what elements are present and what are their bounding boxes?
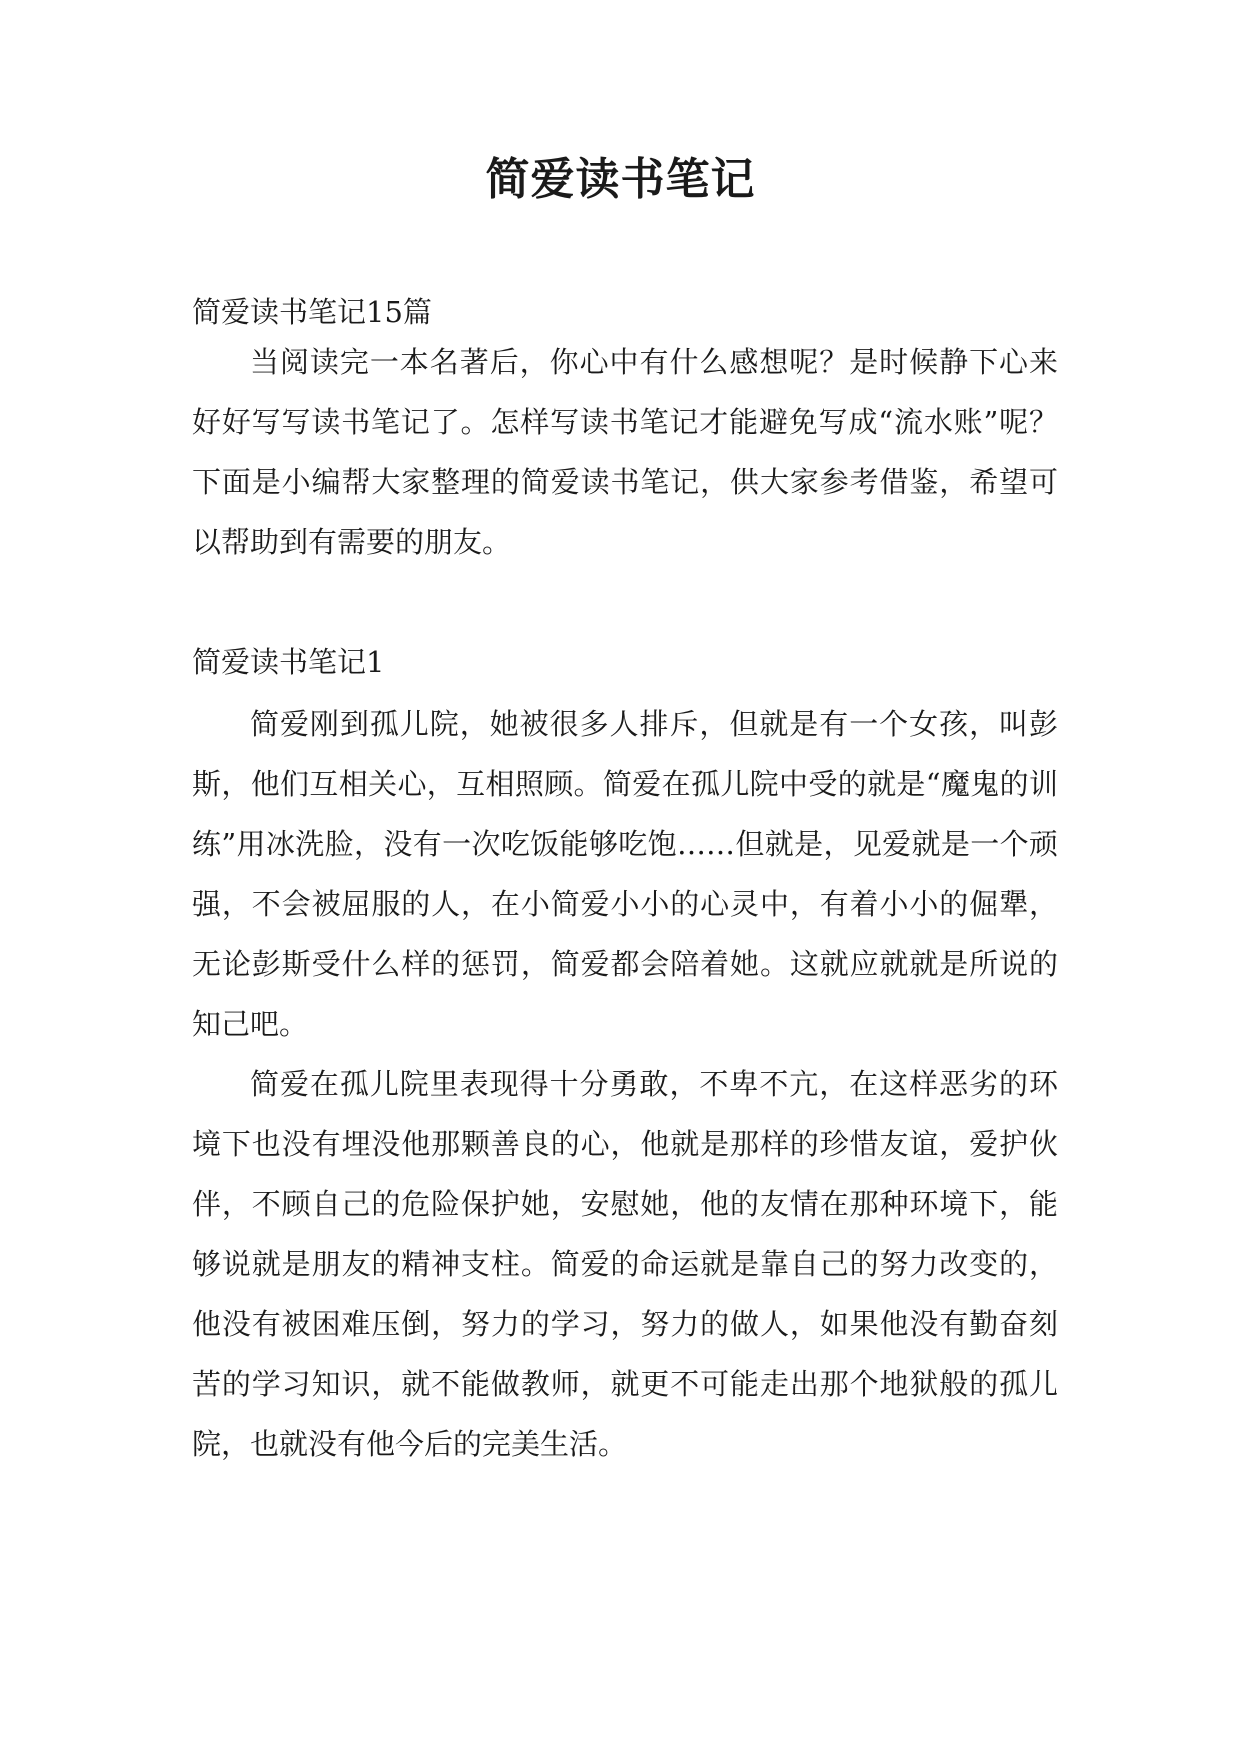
section-heading: 简爱读书笔记1 bbox=[192, 645, 385, 679]
section-1 bbox=[192, 642, 1058, 1474]
document-title: 简爱读书笔记 bbox=[485, 154, 756, 205]
intro-paragraph: 当阅读完一本名著后，你心中有什么感想呢？是时候静下心来好好写写读书笔记了。怎样写读书笔记才能避免写成“流水账”呢？下面是小编帮大家整理的简爱读书笔记，供大家参考借鉴，希望可以帮助到有需要的朋友。 bbox=[192, 345, 1058, 559]
document-subtitle: 简爱读书笔记15篇 bbox=[192, 295, 432, 329]
document-body bbox=[192, 292, 1058, 1474]
section-paragraph: 简爱在孤儿院里表现得十分勇敢，不卑不亢，在这样恶劣的环境下也没有埋没他那颗善良的心，他就是那样的珍惜友谊，爱护伙伴，不顾自己的危险保护她，安慰她，他的友情在那种环境下，能够说就是朋友的精神支柱。简爱的命运就是靠自己的努力改变的，他没有被困难压倒，努力的学习，努力的做人，如果他没有勤奋刻苦的学习知识，就不能做教师，就更不可能走出那个地狱般的孤儿院，也就没有他今后的完美生活。 bbox=[192, 1067, 1058, 1461]
section-paragraph: 简爱刚到孤儿院，她被很多人排斥，但就是有一个女孩，叫彭斯，他们互相关心，互相照顾。简爱在孤儿院中受的就是“魔鬼的训练”用冰洗脸，没有一次吃饭能够吃饱……但就是，见爱就是一个顽强，不会被屈服的人，在小简爱小小的心灵中，有着小小的倔犟，无论彭斯受什么样的惩罚，简爱都会陪着她。这就应就就是所说的知己吧。 bbox=[192, 707, 1058, 1041]
